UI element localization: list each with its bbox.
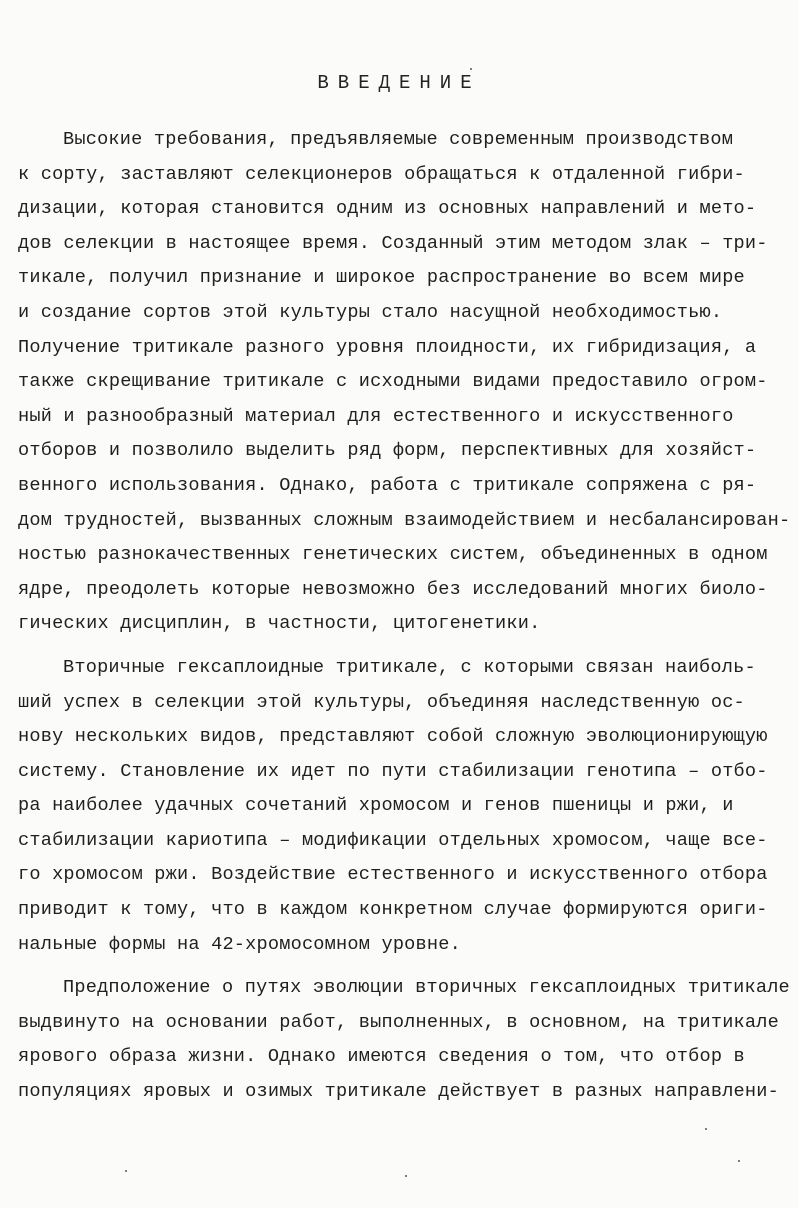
text-line: ядре, преодолеть которые невозможно без исследований многих биоло- (18, 578, 768, 600)
text-line: приводит к тому, что в каждом конкретном случае формируются ориги- (18, 899, 768, 921)
text-line: нальные формы на 42-хромосомном уровне. (18, 933, 461, 955)
text-line: тикале, получил признание и широкое распространение во всем мире (18, 267, 745, 289)
scan-speck (738, 1160, 740, 1162)
scan-speck (470, 68, 472, 70)
paragraph-3 (18, 971, 788, 1109)
paragraph-1 (18, 123, 791, 642)
text-line: венного использования. Однако, работа с тритикале сопряжена с ря- (18, 474, 757, 496)
text-line: ра наиболее удачных сочетаний хромосом и генов пшеницы и ржи, и (18, 795, 734, 817)
text-line: дов селекции в настоящее время. Созданный этим методом злак – три- (18, 232, 768, 254)
paragraph-2 (18, 651, 788, 962)
text-line: гических дисциплин, в частности, цитогенетики. (18, 613, 541, 635)
text-line: к сорту, заставляют селекционеров обращаться к отдаленной гибри- (18, 163, 745, 185)
text-line: Вторичные гексаплоидные тритикале, с которыми связан наиболь- (63, 656, 756, 678)
text-line: ный и разнообразный материал для естественного и искусственного (18, 405, 734, 427)
text-line: дом трудностей, вызванных сложным взаимодействием и несбалансирован- (18, 509, 791, 531)
text-line: дизации, которая становится одним из основных направлений и мето- (18, 198, 757, 220)
text-line: выдвинуто на основании работ, выполненных, в основном, на тритикале (18, 1011, 779, 1033)
scan-speck (405, 1175, 407, 1177)
text-line: ший успех в селекции этой культуры, объединяя наследственную ос- (18, 691, 745, 713)
text-line: систему. Становление их идет по пути стабилизации генотипа – отбо- (18, 760, 768, 782)
text-line: Предположение о путях эволюции вторичных гексаплоидных тритикале (63, 977, 790, 999)
text-line: отборов и позволило выделить ряд форм, перспективных для хозяйст- (18, 440, 757, 462)
text-line: также скрещивание тритикале с исходными видами предоставило огром- (18, 371, 768, 393)
text-line: Высокие требования, предъявляемые современным производством (63, 129, 734, 150)
page-title: ВВЕДЕНИЕ (317, 72, 481, 94)
text-line: ярового образа жизни. Однако имеются сведения о том, что отбор в (18, 1046, 745, 1068)
text-line: ностью разнокачественных генетических систем, объединенных в одном (18, 544, 768, 566)
scan-speck (125, 1170, 127, 1172)
text-line: стабилизации кариотипа – модификации отдельных хромосом, чаще все- (18, 829, 768, 851)
text-line: го хромосом ржи. Воздействие естественного и искусственного отбора (18, 864, 768, 886)
text-line: нову нескольких видов, представляют собой сложную эволюционирующую (18, 726, 768, 748)
scan-speck (705, 1128, 707, 1130)
text-line: и создание сортов этой культуры стало насущной необходимостью. (18, 301, 723, 323)
text-line: Получение тритикале разного уровня плоидности, их гибридизация, а (18, 336, 757, 358)
body-text (18, 123, 791, 1110)
text-line: популяциях яровых и озимых тритикале действует в разных направлени- (18, 1081, 779, 1103)
